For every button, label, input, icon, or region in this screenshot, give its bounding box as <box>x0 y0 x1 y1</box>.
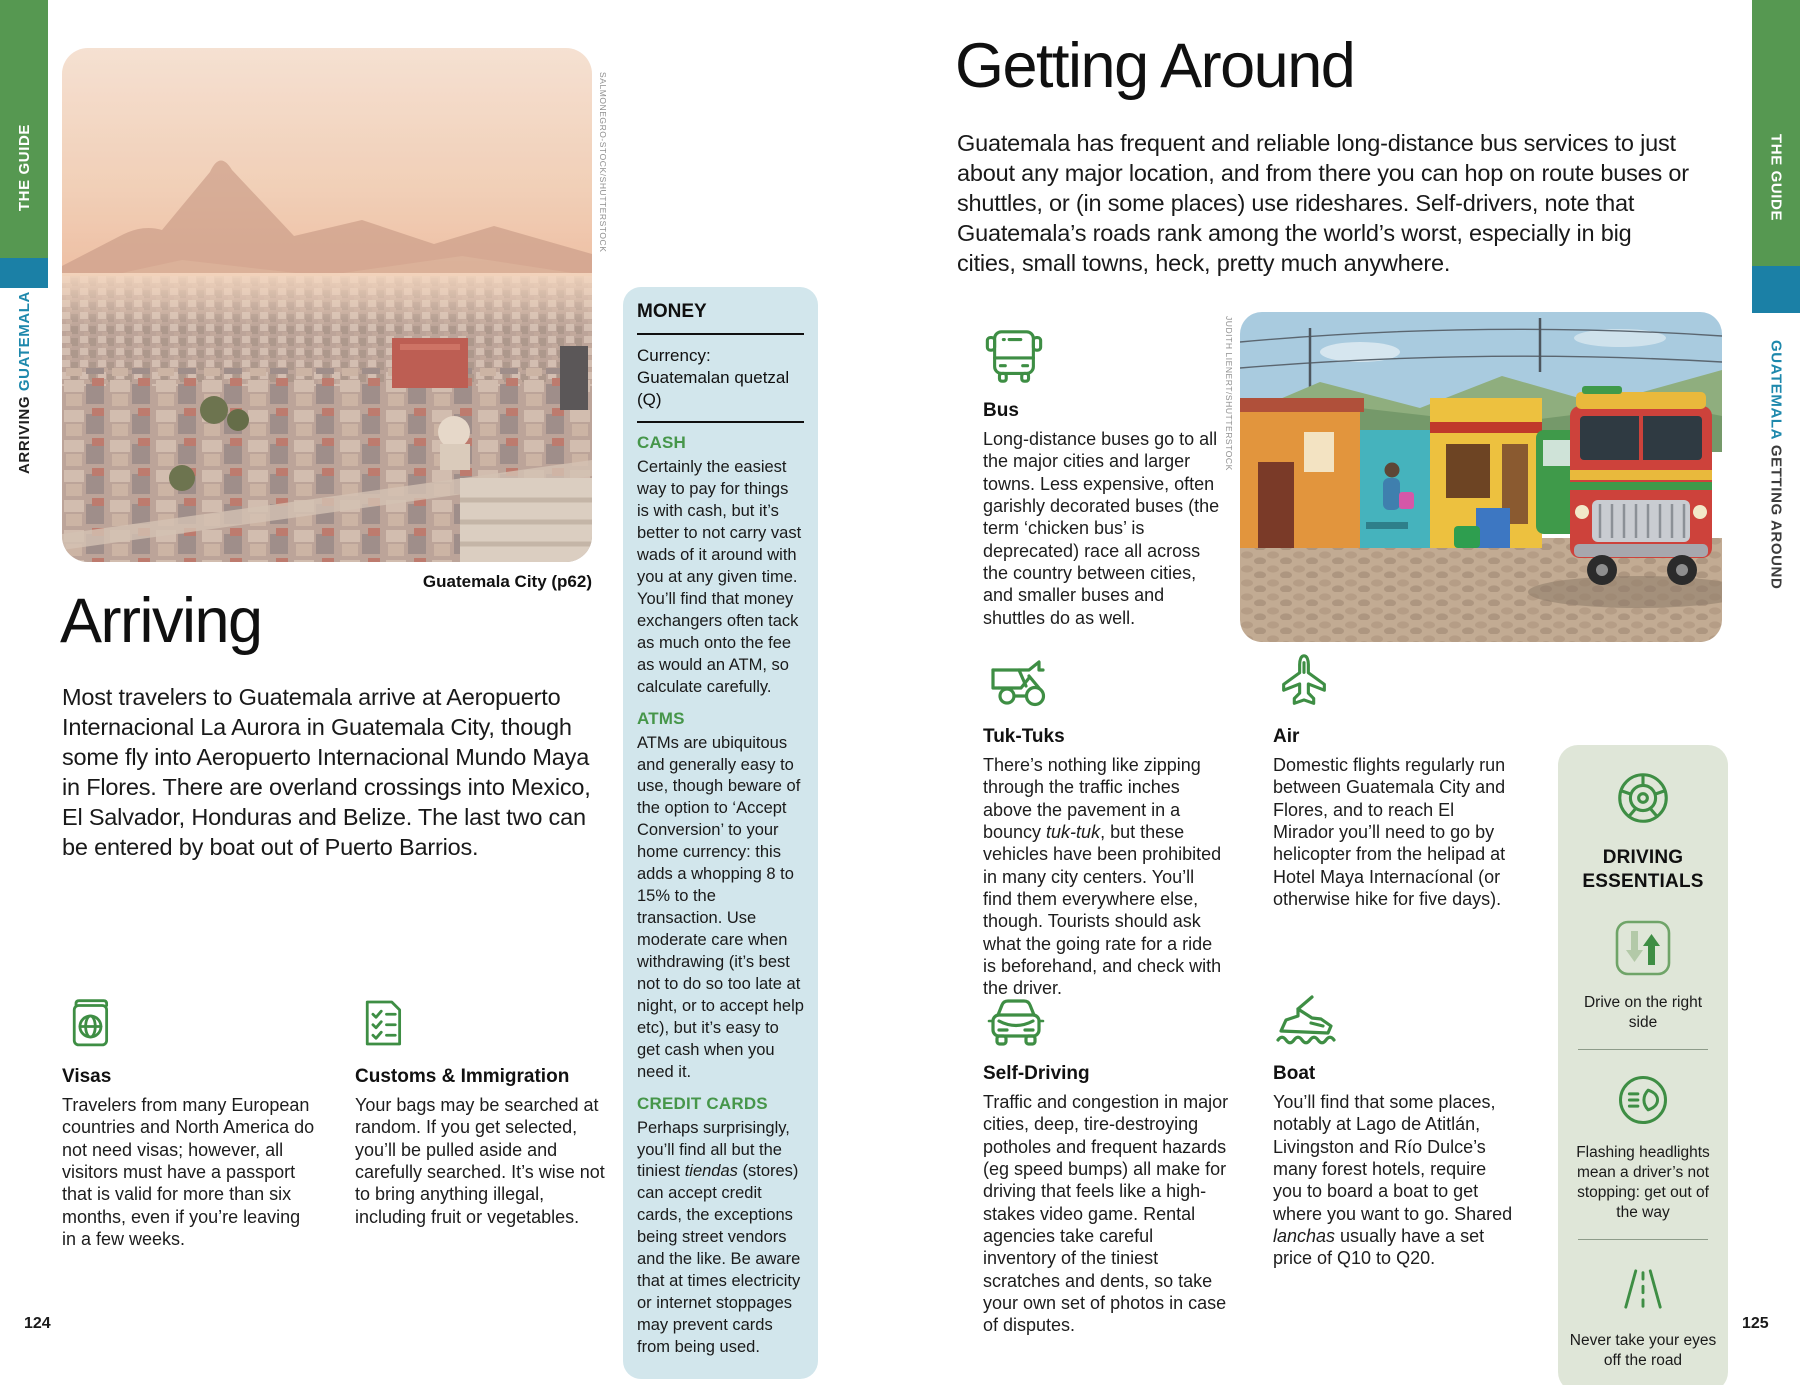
tuk-tuk-icon <box>983 648 1225 714</box>
customs-item <box>355 988 617 1228</box>
bus-text: Long-distance buses go to all the major cities and larger towns. Less expensive, often garishly decorated buses (the term ‘chicken bus’ is deprecated) race all across the country between cities, and smaller buses and shuttles do as well. <box>983 429 1220 628</box>
driving-divider <box>1578 1239 1708 1240</box>
left-page-number: 124 <box>24 1315 51 1332</box>
tire-icon <box>1612 767 1674 834</box>
right-tab-section <box>1752 325 1800 605</box>
selfdriving-label: Self-Driving <box>983 1063 1090 1084</box>
driving-tip-1: Drive on the right side <box>1583 993 1703 1031</box>
customs-label: Customs & Immigration <box>355 1066 570 1087</box>
visas-item <box>62 988 318 1250</box>
air-text: Domestic flights regularly run between Guatemala City and Flores, and to reach El Mirador you’ll need to go by helicopter from the helipad at Hotel Maya Internacíonal (or otherwise hike for five days). <box>1273 755 1506 909</box>
cash-header: CASH <box>637 433 686 453</box>
left-tab-section-word1: ARRIVING <box>15 395 33 475</box>
driving-essentials-box <box>1558 745 1728 1385</box>
money-divider <box>637 421 804 423</box>
driving-tip-2: Flashing headlights mean a driver’s not stopping: get out of the way <box>1576 1143 1710 1222</box>
left-tab-guide-label: THE GUIDE <box>15 123 33 212</box>
right-tab-section-word1: GUATEMALA <box>1767 340 1785 441</box>
airplane-icon <box>1273 648 1513 714</box>
driving-essentials-title: DRIVING ESSENTIALS <box>1582 847 1704 892</box>
arriving-intro: Most travelers to Guatemala arrive at Aeropuerto Internacional La Aurora in Guatemala City, though some fly into Aeropuerto Internacional Mundo Maya in Flores. There are overland crossings into Mexico, El Salvador, Honduras and Belize. The last two can be entered by boat out of Puerto Barrios. <box>62 684 591 861</box>
right-tab-guide <box>1752 90 1800 265</box>
money-currency: Currency: Guatemalan quetzal (Q) <box>637 346 790 410</box>
money-box <box>623 287 818 1379</box>
arriving-heading: Arriving <box>60 586 262 656</box>
right-tab-guide-label: THE GUIDE <box>1767 133 1785 222</box>
left-photo-credit: SALMONEGRO-STOCK/SHUTTERSTOCK <box>598 72 608 253</box>
boat-icon <box>1273 985 1513 1051</box>
bus-icon <box>983 322 1221 388</box>
chicken-bus-photo <box>1240 312 1722 642</box>
bus-label: Bus <box>983 400 1019 421</box>
right-page-number: 125 <box>1742 1315 1769 1332</box>
car-icon <box>983 985 1229 1051</box>
cash-text: Certainly the easiest way to pay for things is with cash, but it’s better to not carry vast wads of it around with you at any given time. You’ll find that money exchangers often tack as much onto the fee as would an ATM, so calculate carefully. <box>637 458 802 696</box>
getting-around-heading: Getting Around <box>955 31 1355 101</box>
boat-text: You’ll find that some places, notably at Lago de Atitlán, Livingston and Río Dulce’s many forest hotels, require you to board a boat to get where you want to go. Shared lanchas usually have a set price of Q10 to Q20. <box>1273 1092 1513 1269</box>
selfdriving-item <box>983 985 1229 1336</box>
tuktuk-label: Tuk-Tuks <box>983 726 1065 747</box>
credit-cards-text: Perhaps surprisingly, you’ll find all but the tiniest tiendas (stores) can accept credit cards, the exceptions being street vendors and the like. Be aware that at times electricity or internet stoppages may prevent cards from being used. <box>637 1118 801 1356</box>
checklist-icon <box>355 988 617 1054</box>
right-photo-credit: JUDITH LIENERT/SHUTTERSTOCK <box>1224 316 1234 471</box>
road-icon <box>1614 1260 1672 1323</box>
headlight-flash-icon <box>1613 1070 1673 1135</box>
right-side-arrows-icon <box>1611 916 1675 985</box>
right-tab-section-word2: GETTING AROUND <box>1767 445 1785 590</box>
tuktuk-item <box>983 648 1225 999</box>
atms-header: ATMS <box>637 708 685 728</box>
tuktuk-text: There’s nothing like zipping through the traffic inches above the pavement in a bouncy tuk-tuk, but these vehicles have been prohibited in many city centers. You’ll find them everywhere else, though. Tourists should ask what the going rate for a ride is beforehand, and check with the driver. <box>983 755 1222 999</box>
right-tab-blue-bar <box>1752 266 1800 313</box>
left-tab-guide <box>0 80 48 255</box>
bus-item <box>983 322 1221 629</box>
boat-label: Boat <box>1273 1063 1316 1084</box>
air-label: Air <box>1273 726 1300 747</box>
air-item <box>1273 648 1513 910</box>
guatemala-city-photo-art <box>62 48 592 562</box>
left-tab-section-word2: GUATEMALA <box>15 290 33 392</box>
atms-text: ATMs are ubiquitous and generally easy to use, though beware of the option to ‘Accept Conversion’ to your home currency: this adds a whopping 8 to 15% to the transaction. Use moderate care when withdrawing (it’s best not to do so too late at night, or to accept help etc), but it’s easy to get cash when you need it. <box>637 733 804 1081</box>
left-tab-section <box>0 285 48 480</box>
boat-item <box>1273 985 1513 1270</box>
money-divider <box>637 333 804 335</box>
left-tab-blue-bar <box>0 258 48 288</box>
driving-divider <box>1578 1049 1708 1050</box>
credit-cards-header: CREDIT CARDS <box>637 1093 768 1113</box>
guatemala-city-photo <box>62 48 592 562</box>
visas-label: Visas <box>62 1066 112 1087</box>
driving-tip-3: Never take your eyes off the road <box>1569 1332 1717 1370</box>
getting-around-intro: Guatemala has frequent and reliable long-distance bus services to just about any major location, and from there you can hop on route buses or shuttles, or (in some places) use rideshares. Self-drivers, note that Guatemala’s roads rank among the world’s worst, especially in big cities, small towns, heck, pretty much anywhere. <box>957 130 1689 277</box>
chicken-bus-photo-art <box>1240 312 1722 642</box>
visas-text: Travelers from many European countries and North America do not need visas; however, all visitors must have a passport that is valid for more than six months, even if you’re leaving in a few weeks. <box>62 1095 315 1249</box>
customs-text: Your bags may be searched at random. If you get selected, you’ll be pulled aside and carefully searched. It’s wise not to bring anything illegal, including fruit or vegetables. <box>355 1095 605 1227</box>
passport-icon <box>62 988 318 1054</box>
left-photo-caption: Guatemala City (p62) <box>422 572 592 591</box>
money-title: MONEY <box>637 301 707 322</box>
selfdriving-text: Traffic and congestion in major cities, deep, tire-destroying potholes and frequent hazards (eg speed bumps) all make for driving that feels like a high-stakes video game. Rental agencies take careful inventory of the tiniest scratches and dents, so take your own set of photos in case of disputes. <box>983 1092 1229 1336</box>
